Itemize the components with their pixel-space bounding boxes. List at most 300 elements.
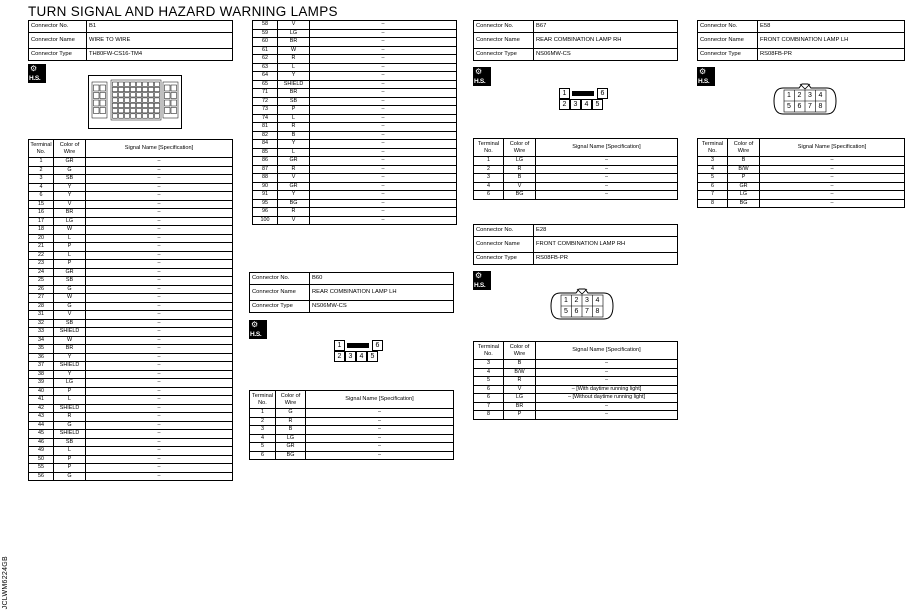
wire-color-cell: P [54, 243, 86, 252]
table-row [474, 174, 678, 183]
terminal-no-cell: 44 [29, 421, 54, 430]
table-row [253, 97, 457, 106]
terminal-no-header: Terminal No. [250, 391, 276, 409]
terminal-no-cell: 86 [253, 157, 278, 166]
terminal-no-cell: 4 [474, 182, 504, 191]
signal-name-cell: – [86, 158, 233, 167]
connector-type-label: Connector Type [250, 301, 310, 313]
connector-no-value: E58 [758, 21, 905, 33]
pin-3: 3 [585, 297, 589, 304]
harness-side-icon: ⚙ H.S. [473, 271, 491, 290]
table-row [29, 421, 233, 430]
table-row [29, 234, 233, 243]
signal-name-cell: – [86, 302, 233, 311]
connector-symbol-icon: ⚙ [699, 67, 707, 76]
signal-name-cell: – [86, 336, 233, 345]
signal-name-cell: – [310, 89, 457, 98]
harness-side-icon: ⚙ H.S. [28, 64, 46, 83]
pin-2: 2 [559, 99, 570, 110]
table-row [474, 411, 678, 420]
signal-name-cell: – [310, 72, 457, 81]
table-row [29, 396, 233, 405]
terminal-no-cell: 21 [29, 243, 54, 252]
wire-color-cell: Y [278, 72, 310, 81]
connector-symbol-icon: ⚙ [475, 271, 483, 280]
wire-color-cell: L [54, 251, 86, 260]
wire-color-cell: SB [54, 175, 86, 184]
terminal-no-cell: 6 [474, 385, 504, 394]
terminal-no-cell: 15 [29, 200, 54, 209]
connector-type-label: Connector Type [474, 49, 534, 61]
terminal-no-cell: 25 [29, 277, 54, 286]
signal-name-cell: – [86, 379, 233, 388]
table-row [29, 175, 233, 184]
b1-terminal-table [28, 139, 233, 481]
terminal-no-cell: 4 [474, 368, 504, 377]
pin-6: 6 [574, 307, 579, 315]
table-row [253, 148, 457, 157]
wire-color-cell: BG [504, 191, 536, 200]
table-row [253, 165, 457, 174]
wire-color-cell: L [278, 114, 310, 123]
terminal-no-cell: 85 [253, 148, 278, 157]
terminal-no-cell: 2 [29, 166, 54, 175]
wire-color-cell: LG [276, 434, 306, 443]
signal-name-cell: – [86, 353, 233, 362]
harness-side-icon: ⚙ H.S. [473, 67, 491, 86]
terminal-no-cell: 38 [29, 370, 54, 379]
wire-color-cell: SB [54, 319, 86, 328]
harness-side-icon: ⚙ H.S. [249, 320, 267, 339]
signal-name-header: Signal Name [Specification] [536, 139, 678, 157]
wire-color-cell: R [278, 208, 310, 217]
connector-name-value: FRONT COMBINATION LAMP LH [758, 33, 905, 49]
signal-name-cell: – [86, 192, 233, 201]
table-row [698, 191, 905, 200]
wire-color-cell: Y [54, 370, 86, 379]
signal-name-cell: – [86, 447, 233, 456]
pin-3: 3 [345, 351, 356, 362]
terminal-no-cell: 5 [250, 443, 276, 452]
signal-name-header: Signal Name [Specification] [86, 140, 233, 158]
table-row [29, 447, 233, 456]
signal-name-cell: – [310, 106, 457, 115]
connector-type-value: TH80FW-CS16-TM4 [87, 49, 233, 61]
pin-4: 4 [818, 92, 823, 99]
wire-color-cell: G [276, 409, 306, 418]
terminal-no-cell: 6 [250, 451, 276, 460]
connector-no-label: Connector No. [250, 273, 310, 285]
signal-name-cell: – [86, 464, 233, 473]
wire-color-cell: GR [54, 158, 86, 167]
wire-color-cell: L [278, 63, 310, 72]
signal-name-cell: – [With daytime running light] [536, 385, 678, 394]
terminal-no-cell: 35 [29, 345, 54, 354]
connector-no-label: Connector No. [29, 21, 87, 33]
table-row [29, 158, 233, 167]
connector-no-value: B67 [534, 21, 678, 33]
terminal-no-cell: 43 [29, 413, 54, 422]
terminal-no-cell: 50 [29, 455, 54, 464]
wire-color-cell: G [54, 166, 86, 175]
b67-info-table [473, 20, 678, 61]
signal-name-cell: – [86, 396, 233, 405]
wire-color-cell: BG [278, 199, 310, 208]
wire-color-cell: G [54, 302, 86, 311]
connector-name-value: REAR COMBINATION LAMP LH [310, 285, 454, 301]
wire-color-cell: Y [278, 191, 310, 200]
signal-name-cell: – [86, 260, 233, 269]
table-row [474, 165, 678, 174]
table-row [474, 394, 678, 403]
connector-no-label: Connector No. [474, 225, 534, 237]
table-row [698, 157, 905, 166]
wire-color-cell: Y [54, 353, 86, 362]
terminal-no-cell: 6 [474, 394, 504, 403]
wire-color-cell: GR [278, 182, 310, 191]
terminal-no-cell: 24 [29, 268, 54, 277]
wire-color-cell: SHIELD [54, 430, 86, 439]
wire-color-cell: R [54, 413, 86, 422]
wire-color-cell: B [504, 174, 536, 183]
connector-type-value: NS06MW-CS [534, 49, 678, 61]
table-row [253, 182, 457, 191]
table-row [29, 200, 233, 209]
table-row [253, 89, 457, 98]
table-row [29, 192, 233, 201]
terminal-no-cell: 18 [29, 226, 54, 235]
signal-name-cell: – [86, 209, 233, 218]
terminal-no-cell: 34 [29, 336, 54, 345]
terminal-no-cell: 4 [29, 183, 54, 192]
e28-info-table [473, 224, 678, 265]
terminal-no-cell: 41 [29, 396, 54, 405]
table-row [253, 80, 457, 89]
signal-name-cell: – [86, 455, 233, 464]
wire-color-cell: LG [278, 29, 310, 38]
table-row [29, 319, 233, 328]
terminal-no-cell: 62 [253, 55, 278, 64]
table-row [253, 21, 457, 30]
wire-color-cell: P [54, 387, 86, 396]
signal-name-cell: – [86, 251, 233, 260]
signal-name-cell: – [86, 277, 233, 286]
connector-type-value: RS08FB-PR [534, 253, 678, 265]
terminal-no-cell: 3 [698, 157, 728, 166]
signal-name-cell: – [310, 46, 457, 55]
color-of-wire-header: Color of Wire [54, 140, 86, 158]
terminal-no-cell: 72 [253, 97, 278, 106]
table-row [253, 38, 457, 47]
wire-color-cell: SB [54, 438, 86, 447]
signal-name-cell: – [536, 165, 678, 174]
terminal-no-cell: 2 [474, 165, 504, 174]
table-row [29, 251, 233, 260]
signal-name-cell: – [86, 217, 233, 226]
table-row [698, 199, 905, 208]
table-row [29, 285, 233, 294]
terminal-no-cell: 1 [474, 157, 504, 166]
signal-name-cell: – [306, 426, 454, 435]
pin-1: 1 [564, 297, 568, 304]
pin-5: 5 [592, 99, 603, 110]
wire-color-cell: V [54, 311, 86, 320]
table-row [698, 174, 905, 183]
signal-name-cell: – [86, 404, 233, 413]
terminal-no-cell: 37 [29, 362, 54, 371]
signal-name-cell: – [86, 311, 233, 320]
signal-name-cell: – [760, 165, 905, 174]
signal-name-cell: – [310, 140, 457, 149]
e28-terminal-table [473, 341, 678, 420]
signal-name-cell: – [86, 438, 233, 447]
terminal-no-cell: 5 [474, 377, 504, 386]
terminal-no-cell: 65 [253, 80, 278, 89]
terminal-no-header: Terminal No. [474, 342, 504, 360]
signal-name-cell: – [86, 472, 233, 481]
page-title: TURN SIGNAL AND HAZARD WARNING LAMPS [28, 4, 338, 19]
signal-name-cell: – [310, 38, 457, 47]
signal-name-cell: – [310, 123, 457, 132]
table-row [698, 165, 905, 174]
connector-type-label: Connector Type [474, 253, 534, 265]
signal-name-cell: – [536, 191, 678, 200]
table-row [29, 438, 233, 447]
terminal-no-cell: 3 [474, 174, 504, 183]
connector-no-value: E28 [534, 225, 678, 237]
terminal-no-cell: 6 [29, 192, 54, 201]
table-row [29, 328, 233, 337]
wire-color-cell: L [54, 447, 86, 456]
wire-color-cell: BG [728, 199, 760, 208]
signal-name-header: Signal Name [Specification] [306, 391, 454, 409]
terminal-no-cell: 71 [253, 89, 278, 98]
pin-1: 1 [559, 88, 570, 99]
connector-name-value: REAR COMBINATION LAMP RH [534, 33, 678, 49]
wire-color-cell: SHIELD [278, 80, 310, 89]
wire-color-cell: LG [54, 217, 86, 226]
pin-3: 3 [570, 99, 581, 110]
terminal-no-cell: 90 [253, 182, 278, 191]
wire-color-cell: P [728, 174, 760, 183]
pin-4: 4 [356, 351, 367, 362]
wire-color-cell: V [278, 21, 310, 30]
wire-color-cell: W [54, 294, 86, 303]
signal-name-cell: – [310, 216, 457, 225]
connector-type-value: NS06MW-CS [310, 301, 454, 313]
pin-4: 4 [595, 297, 600, 304]
pin-7: 7 [808, 102, 812, 110]
table-row [253, 123, 457, 132]
table-row [698, 182, 905, 191]
signal-name-header: Signal Name [Specification] [536, 342, 678, 360]
table-row [474, 182, 678, 191]
signal-name-cell: – [536, 377, 678, 386]
pin-8: 8 [595, 307, 600, 315]
signal-name-cell: – [86, 328, 233, 337]
terminal-no-cell: 82 [253, 131, 278, 140]
wire-color-cell: V [278, 216, 310, 225]
wire-color-cell: R [278, 123, 310, 132]
pin-1: 1 [787, 92, 791, 99]
color-of-wire-header: Color of Wire [276, 391, 306, 409]
terminal-no-cell: 33 [29, 328, 54, 337]
table-row [474, 360, 678, 369]
signal-name-cell: – [310, 199, 457, 208]
signal-name-cell: – [86, 345, 233, 354]
table-row [253, 29, 457, 38]
pin-5: 5 [367, 351, 378, 362]
wire-color-cell: G [54, 421, 86, 430]
color-of-wire-header: Color of Wire [504, 342, 536, 360]
figure-code: JCLWM6224GB [2, 556, 9, 610]
signal-name-cell: – [306, 417, 454, 426]
terminal-no-cell: 46 [29, 438, 54, 447]
wire-color-cell: Y [278, 140, 310, 149]
table-row [253, 199, 457, 208]
pin-7: 7 [585, 307, 589, 315]
table-row [29, 260, 233, 269]
table-row [29, 183, 233, 192]
signal-name-cell: – [536, 402, 678, 411]
terminal-no-cell: 3 [474, 360, 504, 369]
connector-name-label: Connector Name [474, 33, 534, 49]
signal-name-cell: – [86, 430, 233, 439]
table-row [29, 353, 233, 362]
terminal-no-cell: 81 [253, 123, 278, 132]
connector-name-value: WIRE TO WIRE [87, 33, 233, 49]
terminal-no-cell: 49 [29, 447, 54, 456]
b1-info-table [28, 20, 233, 61]
wire-color-cell: R [504, 165, 536, 174]
signal-name-cell: – [760, 191, 905, 200]
signal-name-cell: – [86, 268, 233, 277]
pin-8: 8 [818, 102, 823, 110]
terminal-no-cell: 23 [29, 260, 54, 269]
signal-name-cell: – [310, 157, 457, 166]
terminal-no-cell: 42 [29, 404, 54, 413]
wire-color-cell: LG [728, 191, 760, 200]
wire-color-cell: R [278, 165, 310, 174]
wire-color-cell: V [504, 385, 536, 394]
signal-name-cell: – [306, 409, 454, 418]
table-row [253, 174, 457, 183]
terminal-no-cell: 4 [250, 434, 276, 443]
signal-name-cell: – [86, 234, 233, 243]
b1-connector-diagram [88, 75, 182, 129]
wire-color-cell: P [54, 464, 86, 473]
table-row [253, 208, 457, 217]
table-row [29, 268, 233, 277]
pin-6: 6 [372, 340, 383, 351]
table-row [29, 294, 233, 303]
signal-name-cell: – [760, 199, 905, 208]
signal-name-cell: – [310, 29, 457, 38]
table-row [29, 379, 233, 388]
connector-no-label: Connector No. [474, 21, 534, 33]
signal-name-cell: – [310, 131, 457, 140]
table-row [474, 385, 678, 394]
signal-name-cell: – [536, 157, 678, 166]
wire-color-cell: BR [504, 402, 536, 411]
wire-color-cell: LG [504, 394, 536, 403]
table-row [474, 402, 678, 411]
connector-symbol-icon: ⚙ [30, 64, 38, 73]
table-row [29, 302, 233, 311]
wire-color-cell: BR [278, 38, 310, 47]
wire-color-cell: L [54, 234, 86, 243]
table-row [29, 362, 233, 371]
terminal-no-cell: 63 [253, 63, 278, 72]
table-row [250, 434, 454, 443]
signal-name-cell: – [536, 174, 678, 183]
terminal-no-cell: 17 [29, 217, 54, 226]
terminal-no-cell: 95 [253, 199, 278, 208]
terminal-no-cell: 91 [253, 191, 278, 200]
terminal-no-cell: 96 [253, 208, 278, 217]
wire-color-cell: SHIELD [54, 362, 86, 371]
wire-color-cell: B [504, 360, 536, 369]
terminal-no-cell: 3 [250, 426, 276, 435]
table-row [474, 368, 678, 377]
pin-2: 2 [334, 351, 345, 362]
table-row [29, 464, 233, 473]
signal-name-cell: – [760, 157, 905, 166]
wire-color-cell: V [504, 182, 536, 191]
terminal-no-cell: 73 [253, 106, 278, 115]
b67-terminal-table [473, 138, 678, 200]
terminal-no-cell: 45 [29, 430, 54, 439]
wire-color-cell: BR [54, 345, 86, 354]
table-row [29, 166, 233, 175]
signal-name-cell: – [310, 21, 457, 30]
table-row [250, 426, 454, 435]
signal-name-cell: – [536, 182, 678, 191]
connector-latch [347, 343, 369, 348]
connector-latch [572, 91, 594, 96]
table-row [29, 430, 233, 439]
signal-name-cell: – [536, 368, 678, 377]
signal-name-cell: – [536, 360, 678, 369]
pin-2: 2 [797, 92, 802, 99]
terminal-no-cell: 100 [253, 216, 278, 225]
table-row [253, 72, 457, 81]
wire-color-cell: R [504, 377, 536, 386]
wire-color-cell: P [54, 455, 86, 464]
signal-name-cell: – [306, 443, 454, 452]
terminal-no-cell: 74 [253, 114, 278, 123]
wire-color-cell: LG [54, 379, 86, 388]
terminal-no-cell: 28 [29, 302, 54, 311]
wire-color-cell: P [54, 260, 86, 269]
wire-color-cell: LG [504, 157, 536, 166]
wire-color-cell: W [54, 226, 86, 235]
table-row [29, 472, 233, 481]
terminal-no-cell: 87 [253, 165, 278, 174]
table-row [253, 63, 457, 72]
terminal-no-cell: 59 [253, 29, 278, 38]
table-row [29, 345, 233, 354]
terminal-no-cell: 40 [29, 387, 54, 396]
signal-name-cell: – [310, 148, 457, 157]
terminal-no-cell: 7 [474, 402, 504, 411]
table-row [253, 106, 457, 115]
table-row [474, 377, 678, 386]
table-row [253, 157, 457, 166]
signal-name-cell: – [310, 174, 457, 183]
signal-name-cell: – [86, 226, 233, 235]
connector-name-label: Connector Name [29, 33, 87, 49]
